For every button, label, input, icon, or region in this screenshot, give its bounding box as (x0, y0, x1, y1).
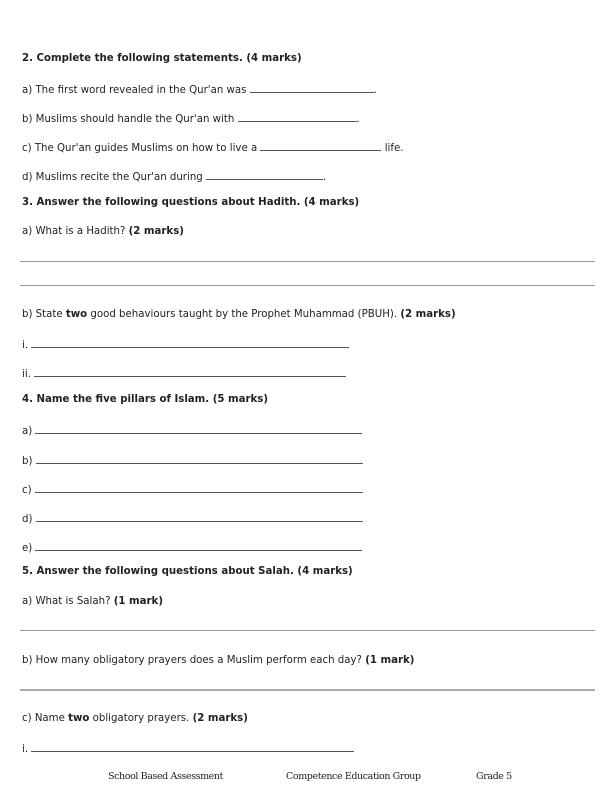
q3-b-ii-blank[interactable] (34, 367, 346, 377)
q2-c (22, 141, 403, 155)
q3-b-text-2: good behaviours taught by the Prophet Muhammad (PBUH). (87, 309, 401, 320)
q4-e-blank[interactable] (35, 541, 362, 551)
q3-a-marks: (2 marks) (128, 226, 184, 237)
q4-b (22, 454, 363, 468)
q5-a (22, 596, 163, 608)
q5-c-i-label: i. (22, 744, 32, 755)
q5-b-marks: (1 mark) (365, 655, 415, 666)
q2-a-blank[interactable] (250, 83, 374, 93)
footer-right: Grade 5 (476, 771, 512, 782)
q2-d (22, 170, 326, 184)
q2-a-end: . (373, 85, 377, 96)
q5-c-emph: two (68, 713, 90, 724)
q5-c-text-1: c) Name (22, 713, 69, 724)
q5-c (22, 713, 248, 725)
q4-a (22, 424, 362, 438)
q3-b-emph: two (65, 309, 88, 320)
q2-b (22, 112, 360, 126)
q4-a-blank[interactable] (35, 424, 362, 434)
q2-b-blank[interactable] (238, 112, 357, 122)
q3-b-text-1: b) State (22, 309, 66, 320)
q3-a (22, 226, 184, 238)
q4-c-label: c) (22, 485, 35, 496)
q3-b-i (22, 338, 349, 352)
q2-c-end: life. (381, 143, 404, 154)
q5-c-text-2: obligatory prayers. (89, 713, 193, 724)
q5-c-i (22, 742, 354, 756)
q4-heading: 4. Name the five pillars of Islam. (5 marks) (22, 394, 269, 405)
q3-b-ii-label: ii. (22, 369, 35, 380)
q5-c-marks: (2 marks) (192, 713, 248, 724)
q2-d-blank[interactable] (206, 170, 323, 180)
q3-heading: 3. Answer the following questions about Hadith. (4 marks) (22, 197, 360, 208)
q4-d (22, 512, 363, 526)
q4-d-label: d) (22, 514, 36, 525)
q5-a-marks: (1 mark) (113, 596, 163, 607)
q3-a-answer-line-2[interactable] (20, 285, 595, 286)
q3-b (22, 309, 456, 321)
q3-a-text: a) What is a Hadith? (22, 226, 129, 237)
q5-b-text: b) How many obligatory prayers does a Muslim perform each day? (22, 655, 366, 666)
q4-d-blank[interactable] (36, 512, 363, 522)
q2-c-blank[interactable] (260, 141, 381, 151)
footer-left: School Based Assessment (108, 771, 224, 782)
q2-c-text: c) The Qur'an guides Muslims on how to live a (22, 143, 261, 154)
q3-b-marks: (2 marks) (400, 309, 456, 320)
q3-b-i-blank[interactable] (31, 338, 349, 348)
q5-c-i-blank[interactable] (31, 742, 354, 752)
q2-b-text: b) Muslims should handle the Qur'an with (22, 114, 238, 125)
q2-d-end: . (323, 172, 327, 183)
q4-c (22, 483, 363, 497)
q5-heading: 5. Answer the following questions about Salah. (4 marks) (22, 566, 353, 577)
q5-a-text: a) What is Salah? (22, 596, 114, 607)
q4-e-label: e) (22, 543, 36, 554)
q4-e (22, 541, 362, 555)
q2-a (22, 83, 377, 97)
q2-d-text: d) Muslims recite the Qur'an during (22, 172, 206, 183)
q3-b-ii (22, 367, 346, 381)
q5-a-answer-line[interactable] (20, 630, 595, 631)
q4-b-blank[interactable] (36, 454, 363, 464)
q2-heading: 2. Complete the following statements. (4 marks) (22, 53, 302, 64)
q4-a-label: a) (22, 426, 36, 437)
q4-b-label: b) (22, 456, 36, 467)
q2-b-end: . (356, 114, 360, 125)
q3-a-answer-line-1[interactable] (20, 261, 595, 262)
q3-b-i-label: i. (22, 340, 32, 351)
footer-center: Competence Education Group (286, 771, 421, 782)
q5-b (22, 655, 414, 667)
q5-b-answer-line[interactable] (20, 689, 595, 691)
q2-a-text: a) The first word revealed in the Qur'an was (22, 85, 250, 96)
q4-c-blank[interactable] (35, 483, 363, 493)
